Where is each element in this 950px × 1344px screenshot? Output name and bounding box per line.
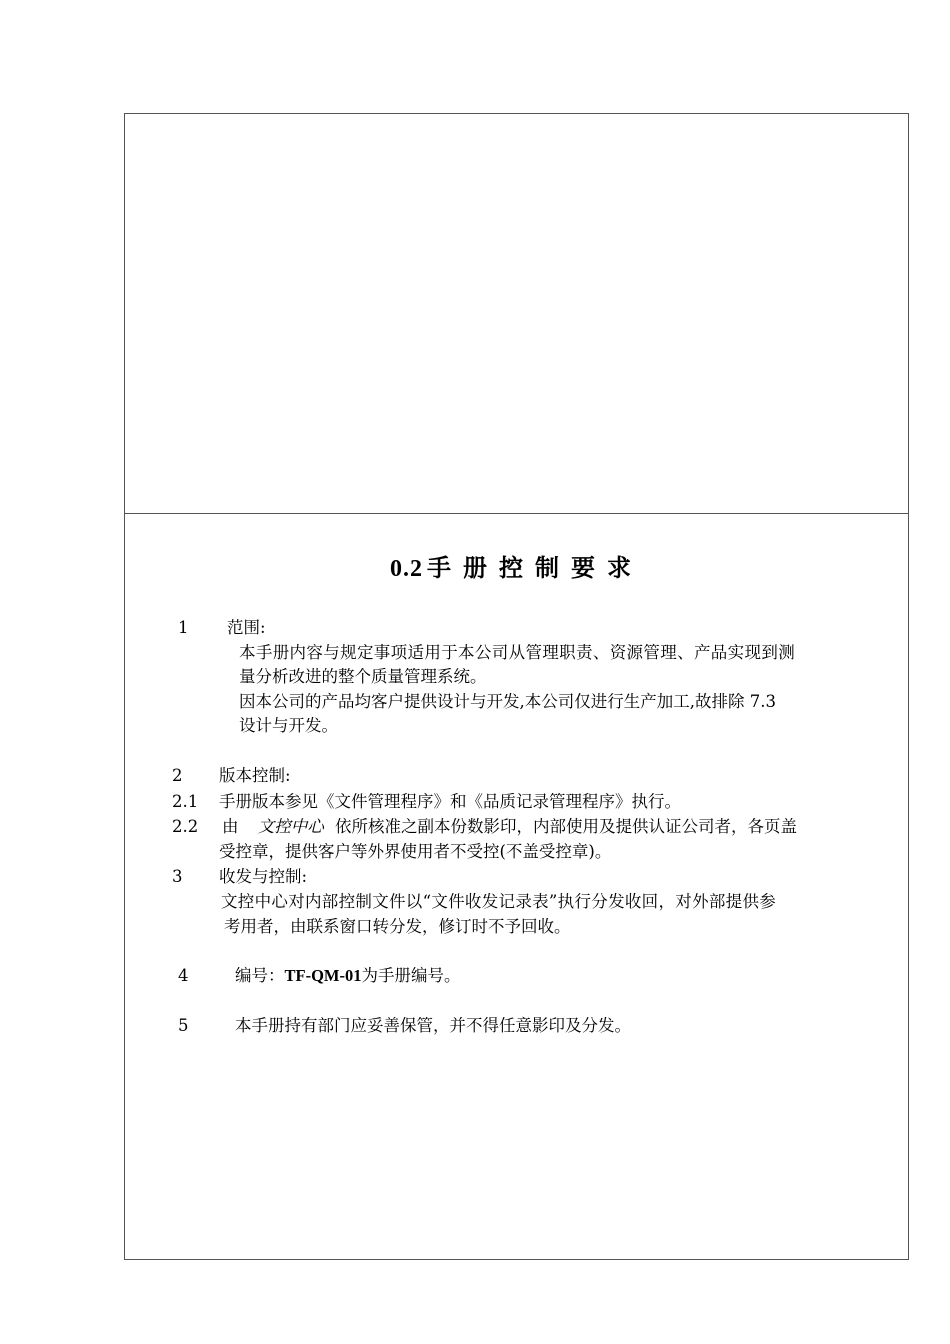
item-1-number: 1 [178,618,189,637]
item-2-1-number: 2.1 [172,792,199,811]
item-2-number: 2 [172,766,183,785]
item-2-2-text: 依所核准之副本份数影印，内部使用及提供认证公司者，各页盖 [335,817,797,836]
item-4-line [235,964,460,988]
item-1-para1-line1: 本手册内容与规定事项适用于本公司从管理职责、资源管理、产品实现到测 [239,643,796,662]
blank-header-cell [125,114,908,514]
section-number: 0.2 [390,556,423,582]
item-2-2-number: 2.2 [172,817,199,836]
section-title [125,548,908,583]
item-2-heading: 版本控制: [219,766,291,785]
item-1-para1-line2: 量分析改进的整个质量管理系统。 [239,667,487,686]
item-4-code: TF-QM-01 [284,966,362,985]
item-1-heading: 范围: [227,618,266,637]
item-2-2-term: 文控中心 [257,817,324,836]
item-4-label: 编号： [235,966,285,985]
section-title-text: 手册控制要求 [427,556,643,582]
item-4-suffix: 为手册编号。 [361,966,461,985]
item-2-2-prefix: 由 [222,817,239,836]
item-3-line2: 考用者，由联系窗口转分发，修订时不予回收。 [224,917,571,936]
item-3-number: 3 [172,867,183,886]
item-3-heading: 收发与控制: [219,867,308,886]
item-5-text: 本手册持有部门应妥善保管，并不得任意影印及分发。 [235,1016,631,1035]
item-5-number: 5 [178,1016,189,1035]
item-1-para2-line1: 因本公司的产品均客户提供设计与开发,本公司仅进行生产加工,故排除 7.3 [239,692,776,711]
item-2-1-text: 手册版本参见《文件管理程序》和《品质记录管理程序》执行。 [219,792,681,811]
item-3-line1: 文控中心对内部控制文件以“文件收发记录表”执行分发收回，对外部提供参 [221,892,777,911]
item-1-para2-line2: 设计与开发。 [239,716,338,735]
item-2-2-line2: 受控章，提供客户等外界使用者不受控(不盖受控章)。 [219,842,612,861]
item-4-number: 4 [178,966,189,985]
item-2-2-line1 [222,815,797,839]
page-frame [124,113,909,1260]
